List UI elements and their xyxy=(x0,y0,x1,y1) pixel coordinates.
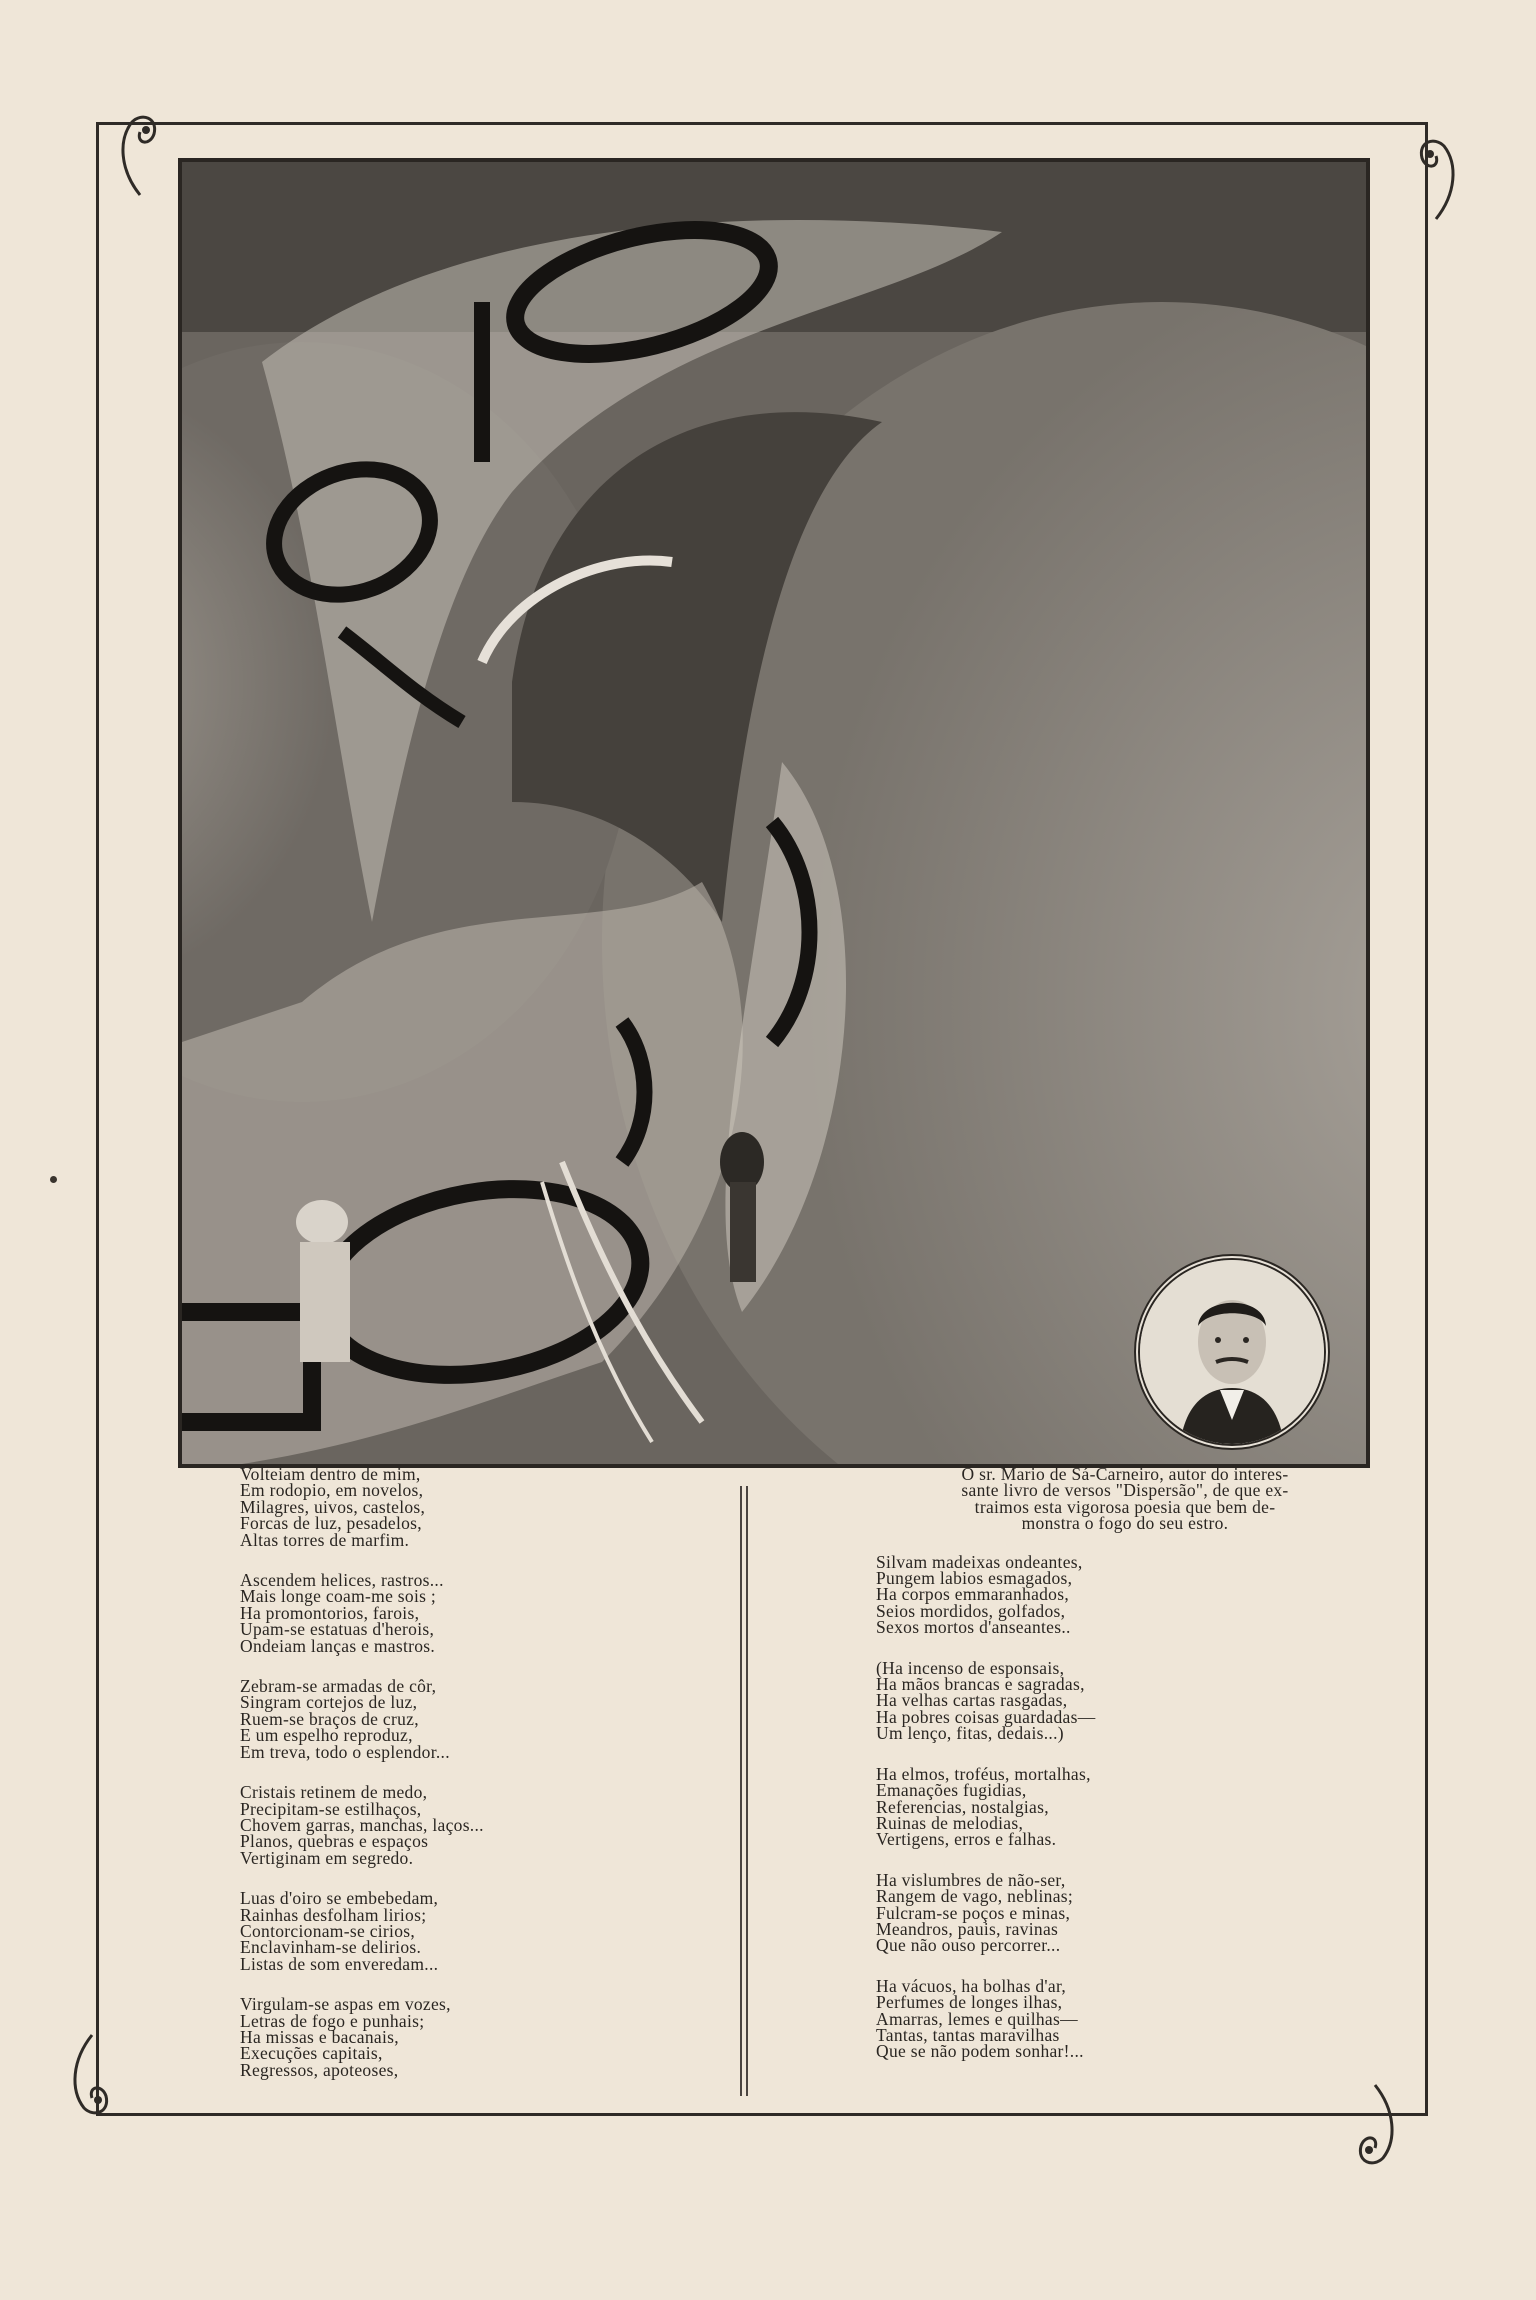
poem-line: Volteiam dentro de mim, xyxy=(240,1464,421,1484)
poem-line: Ha corpos emmaranhados, xyxy=(876,1584,1070,1605)
poem-right-stanzas xyxy=(876,1551,1396,2062)
caption-line: traimos esta vigorosa poesia que bem de- xyxy=(974,1496,1276,1517)
poem-line: Vertiginam em segredo. xyxy=(240,1847,414,1868)
ink-spot xyxy=(50,1176,57,1183)
poem-line: Que se não podem sonhar!... xyxy=(876,2041,1084,2062)
scroll-ornament-icon xyxy=(110,110,170,200)
poem-line: Ha vislumbres de não-ser, xyxy=(876,1869,1066,1890)
poem-stanza xyxy=(876,1657,1396,1744)
poem-line: Altas torres de marfim. xyxy=(240,1529,410,1550)
poem-line: Pungem labios esmagados, xyxy=(876,1568,1073,1589)
poem-stanza xyxy=(876,1763,1396,1850)
scroll-ornament-icon xyxy=(1340,2080,1410,2170)
poem-line: Tantas, tantas maravilhas xyxy=(876,2024,1060,2045)
poem-line: Ruem-se braços de cruz, xyxy=(240,1708,419,1729)
poem-line: Perfumes de longes ilhas, xyxy=(876,1992,1063,2013)
corner-ornament-top-right xyxy=(1406,134,1466,224)
poem-line: Fulcram-se poços e minas, xyxy=(876,1902,1071,1923)
poem-line: Ha mãos brancas e sagradas, xyxy=(876,1674,1085,1695)
poem-line: Chovem garras, manchas, laços... xyxy=(240,1814,484,1835)
poem-line: Letras de fogo e punhais; xyxy=(240,2010,425,2031)
poem-left-column xyxy=(240,1466,700,2102)
poem-line: Meandros, pauis, ravinas xyxy=(876,1918,1059,1939)
poem-stanza xyxy=(876,1975,1396,2062)
poem-line: Silvam madeixas ondeantes, xyxy=(876,1551,1083,1572)
scroll-ornament-icon xyxy=(1406,134,1466,224)
scroll-ornament-icon xyxy=(62,2030,122,2120)
poem-line: Regressos, apoteoses, xyxy=(240,2059,399,2080)
author-portrait xyxy=(1134,1254,1330,1450)
poem-line: Rangem de vago, neblinas; xyxy=(876,1886,1074,1907)
poem-line: (Ha incenso de esponsais, xyxy=(876,1657,1065,1678)
poem-stanza xyxy=(240,1572,700,1654)
poem-line: Emanações fugidias, xyxy=(876,1780,1027,1801)
poem-line: Que não ouso percorrer... xyxy=(876,1935,1061,1956)
poem-line: Zebram-se armadas de côr, xyxy=(240,1676,437,1697)
poem-line: Ha elmos, troféus, mortalhas, xyxy=(876,1763,1091,1784)
poem-stanza xyxy=(240,1784,700,1866)
caption-line: monstra o fogo do seu estro. xyxy=(1021,1513,1229,1534)
caption-line: O sr. Mario de Sá-Carneiro, autor do interes- xyxy=(961,1464,1289,1484)
poem-line: Rainhas desfolham lirios; xyxy=(240,1904,427,1925)
poem-stanza xyxy=(240,1996,700,2078)
poem-stanza xyxy=(240,1466,700,1548)
poem-line: Luas d'oiro se embebedam, xyxy=(240,1888,439,1909)
poem-line: E um espelho reproduz, xyxy=(240,1725,413,1746)
portrait-icon xyxy=(1140,1260,1324,1444)
corner-ornament-bottom-left xyxy=(62,2030,122,2120)
author-caption xyxy=(890,1466,1360,1532)
poem-line: Listas de som enveredam... xyxy=(240,1953,439,1974)
column-divider xyxy=(740,1486,748,2096)
poem-line: Ha missas e bacanais, xyxy=(240,2026,399,2047)
poem-line: Ascendem helices, rastros... xyxy=(240,1570,444,1591)
poem-stanza xyxy=(240,1890,700,1972)
poem-line: Planos, quebras e espaços xyxy=(240,1831,429,1852)
corner-ornament-top-left xyxy=(110,110,170,200)
poem-line: Em rodopio, em novelos, xyxy=(240,1480,424,1501)
corner-ornament-bottom-right xyxy=(1340,2080,1410,2170)
poem-line: Contorcionam-se cirios, xyxy=(240,1920,416,1941)
poem-right-column xyxy=(876,1466,1396,2084)
poem-stanza xyxy=(876,1551,1396,1638)
poem-line: Execuções capitais, xyxy=(240,2043,383,2064)
poem-line: Ha promontorios, farois, xyxy=(240,1602,420,1623)
poem-line: Ruinas de melodias, xyxy=(876,1812,1024,1833)
poem-line: Virgulam-se aspas em vozes, xyxy=(240,1994,451,2015)
poem-line: Cristais retinem de medo, xyxy=(240,1782,428,1803)
poem-line: Amarras, lemes e quilhas— xyxy=(876,2008,1078,2029)
poem-line: Um lenço, fitas, dedais...) xyxy=(876,1723,1064,1744)
poem-line: Vertigens, erros e falhas. xyxy=(876,1829,1057,1850)
caption-line: sante livro de versos "Dispersão", de que ex- xyxy=(961,1480,1289,1501)
poem-line: Forcas de luz, pesadelos, xyxy=(240,1513,422,1534)
poem-line: Mais longe coam-me sois ; xyxy=(240,1586,437,1607)
poem-line: Sexos mortos d'anseantes.. xyxy=(876,1617,1071,1638)
poem-line: Ha pobres coisas guardadas— xyxy=(876,1706,1096,1727)
poem-line: Milagres, uivos, castelos, xyxy=(240,1496,426,1517)
poem-line: Referencias, nostalgias, xyxy=(876,1796,1049,1817)
poem-line: Em treva, todo o esplendor... xyxy=(240,1741,450,1762)
poem-stanza xyxy=(876,1869,1396,1956)
poem-line: Enclavinham-se delirios. xyxy=(240,1937,422,1958)
poem-line: Singram cortejos de luz, xyxy=(240,1692,418,1713)
poem-line: Ha vácuos, ha bolhas d'ar, xyxy=(876,1975,1067,1996)
poem-line: Upam-se estatuas d'herois, xyxy=(240,1619,435,1640)
poem-line: Ha velhas cartas rasgadas, xyxy=(876,1690,1068,1711)
poem-line: Ondeiam lanças e mastros. xyxy=(240,1635,436,1656)
poem-stanza xyxy=(240,1678,700,1760)
poem-line: Seios mordidos, golfados, xyxy=(876,1600,1066,1621)
poem-line: Precipitam-se estilhaços, xyxy=(240,1798,422,1819)
